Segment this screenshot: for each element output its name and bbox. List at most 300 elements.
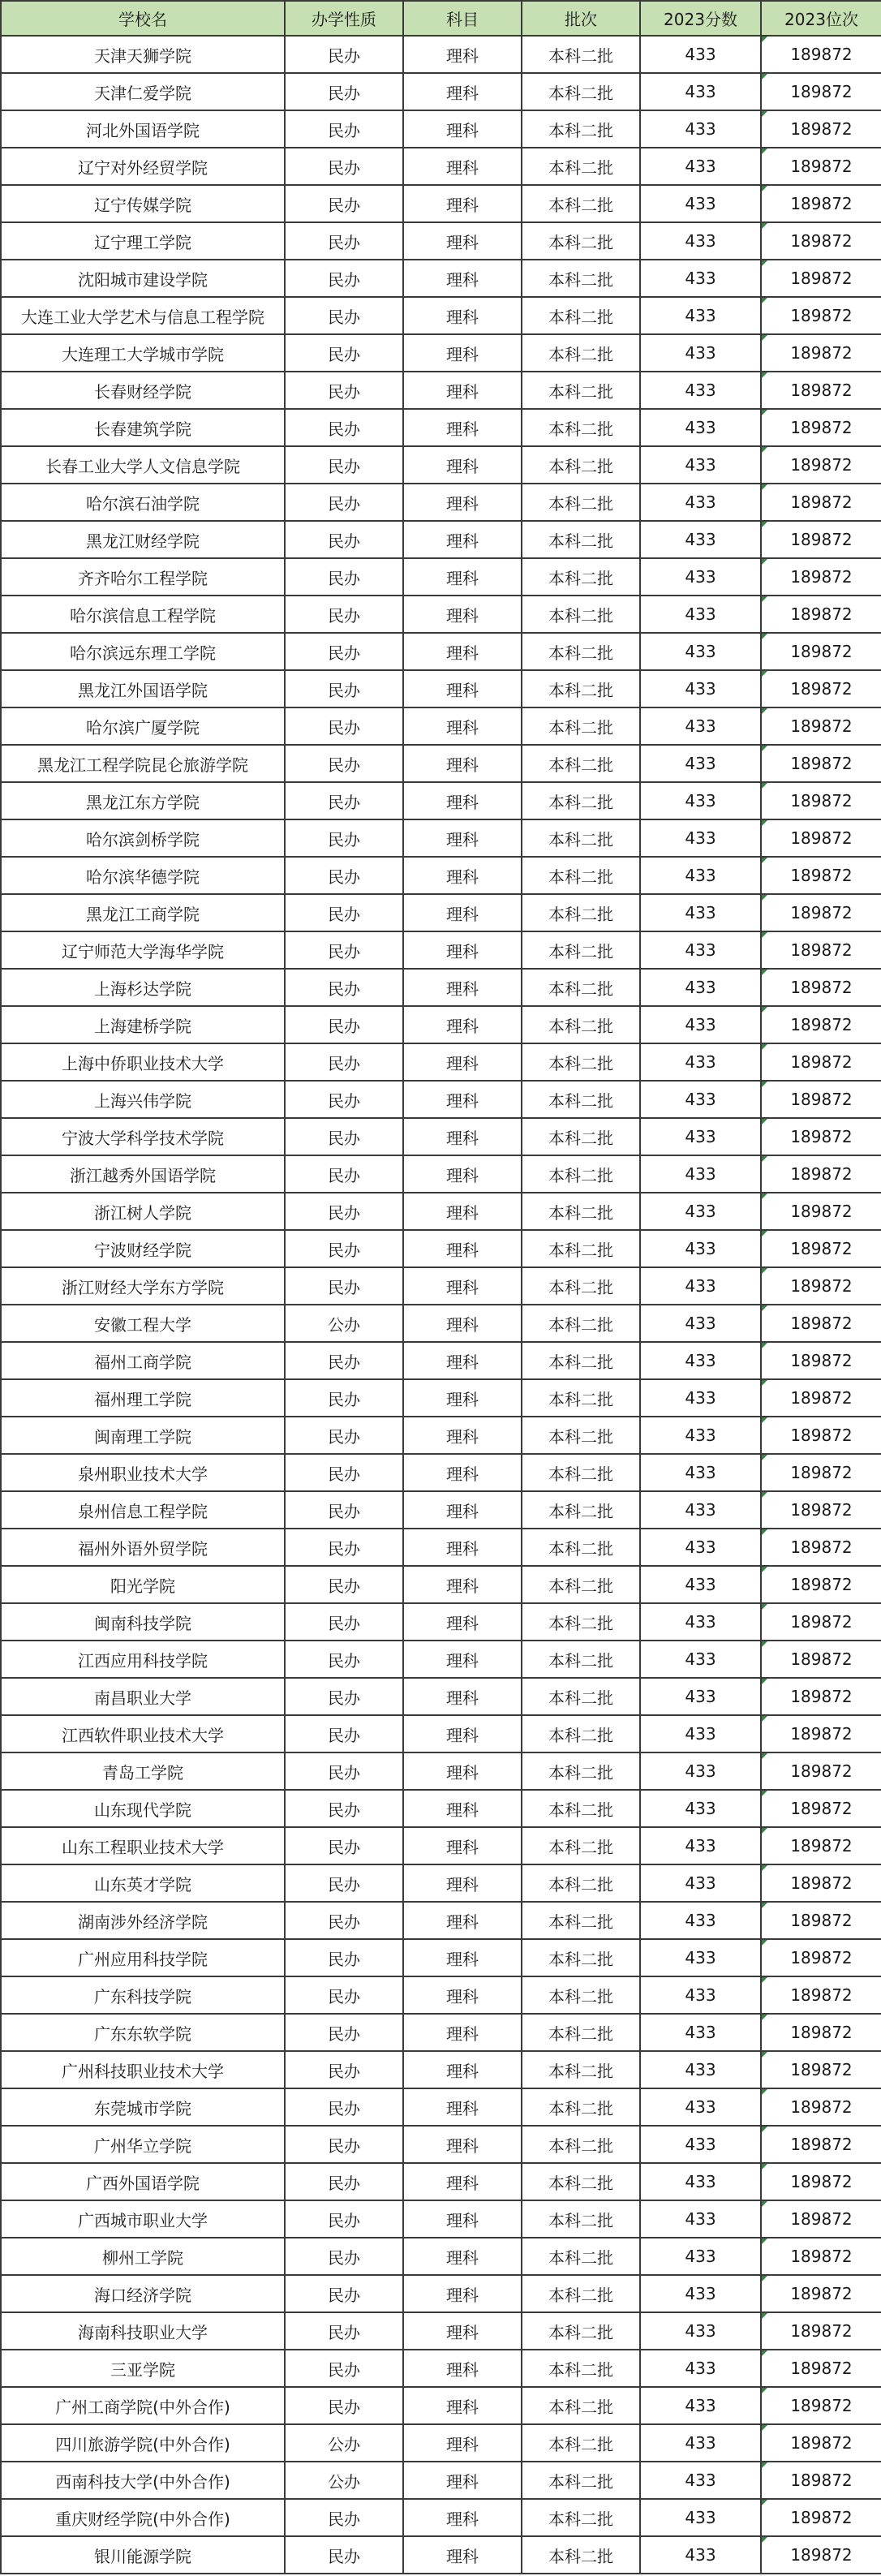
cell-school-type: 民办 (285, 969, 403, 1006)
cell-subject: 理科 (403, 2088, 522, 2126)
cell-rank: 189872 (761, 1827, 881, 1864)
cell-batch: 本科二批 (522, 2126, 640, 2163)
cell-score: 433 (640, 1939, 761, 1976)
cell-school-name: 闽南理工学院 (1, 1417, 285, 1454)
cell-batch: 本科二批 (522, 1454, 640, 1491)
header-school-name: 学校名 (1, 1, 285, 36)
cell-score: 433 (640, 148, 761, 185)
cell-rank: 189872 (761, 1342, 881, 1379)
cell-score: 433 (640, 707, 761, 745)
cell-score: 433 (640, 334, 761, 372)
cell-rank: 189872 (761, 1230, 881, 1267)
header-row (1, 1, 881, 36)
cell-school-name: 阳光学院 (1, 1566, 285, 1603)
cell-score: 433 (640, 1641, 761, 1678)
cell-subject: 理科 (403, 260, 522, 297)
cell-school-name: 东莞城市学院 (1, 2088, 285, 2126)
cell-subject: 理科 (403, 1417, 522, 1454)
cell-rank: 189872 (761, 446, 881, 484)
cell-subject: 理科 (403, 596, 522, 633)
table-row (1, 334, 881, 372)
cell-school-type: 民办 (285, 1118, 403, 1155)
cell-school-type: 民办 (285, 1267, 403, 1305)
cell-school-type: 民办 (285, 1715, 403, 1752)
cell-school-name: 哈尔滨远东理工学院 (1, 633, 285, 670)
cell-score: 433 (640, 2163, 761, 2200)
cell-subject: 理科 (403, 2536, 522, 2574)
cell-batch: 本科二批 (522, 1678, 640, 1715)
cell-subject: 理科 (403, 2163, 522, 2200)
cell-rank: 189872 (761, 372, 881, 409)
cell-batch: 本科二批 (522, 1155, 640, 1193)
cell-rank: 189872 (761, 558, 881, 596)
cell-school-type: 公办 (285, 2424, 403, 2462)
cell-score: 433 (640, 73, 761, 110)
cell-rank: 189872 (761, 297, 881, 334)
cell-batch: 本科二批 (522, 707, 640, 745)
cell-score: 433 (640, 2051, 761, 2088)
cell-score: 433 (640, 409, 761, 446)
cell-score: 433 (640, 372, 761, 409)
cell-score: 433 (640, 222, 761, 260)
cell-subject: 理科 (403, 1081, 522, 1118)
cell-batch: 本科二批 (522, 2499, 640, 2536)
cell-rank: 189872 (761, 1379, 881, 1417)
cell-score: 433 (640, 2275, 761, 2312)
cell-school-type: 民办 (285, 1081, 403, 1118)
table-row (1, 1491, 881, 1529)
cell-rank: 189872 (761, 2312, 881, 2350)
cell-batch: 本科二批 (522, 894, 640, 931)
cell-batch: 本科二批 (522, 931, 640, 969)
cell-school-name: 哈尔滨广厦学院 (1, 707, 285, 745)
cell-school-name: 上海杉达学院 (1, 969, 285, 1006)
cell-school-name: 长春财经学院 (1, 372, 285, 409)
cell-score: 433 (640, 484, 761, 521)
cell-school-name: 上海兴伟学院 (1, 1081, 285, 1118)
cell-subject: 理科 (403, 2126, 522, 2163)
cell-batch: 本科二批 (522, 1081, 640, 1118)
cell-batch: 本科二批 (522, 334, 640, 372)
cell-subject: 理科 (403, 372, 522, 409)
cell-school-name: 闽南科技学院 (1, 1603, 285, 1641)
cell-rank: 189872 (761, 2462, 881, 2499)
table-row (1, 2088, 881, 2126)
cell-school-type: 民办 (285, 819, 403, 857)
cell-score: 433 (640, 969, 761, 1006)
cell-batch: 本科二批 (522, 857, 640, 894)
table-header (1, 1, 881, 36)
cell-score: 433 (640, 521, 761, 558)
cell-school-name: 福州外语外贸学院 (1, 1529, 285, 1566)
cell-rank: 189872 (761, 1043, 881, 1081)
cell-school-type: 民办 (285, 1939, 403, 1976)
cell-subject: 理科 (403, 2350, 522, 2387)
table-row (1, 2387, 881, 2424)
cell-subject: 理科 (403, 521, 522, 558)
table-row (1, 222, 881, 260)
cell-score: 433 (640, 558, 761, 596)
table-row (1, 1379, 881, 1417)
cell-batch: 本科二批 (522, 782, 640, 819)
cell-school-type: 民办 (285, 1417, 403, 1454)
cell-school-type: 民办 (285, 2088, 403, 2126)
cell-rank: 189872 (761, 73, 881, 110)
cell-rank: 189872 (761, 1491, 881, 1529)
cell-school-name: 广东东软学院 (1, 2014, 285, 2051)
cell-school-type: 民办 (285, 1641, 403, 1678)
cell-subject: 理科 (403, 1230, 522, 1267)
cell-rank: 189872 (761, 1790, 881, 1827)
table-row (1, 2312, 881, 2350)
cell-rank: 189872 (761, 1902, 881, 1939)
cell-school-type: 民办 (285, 670, 403, 707)
cell-school-type: 民办 (285, 260, 403, 297)
cell-batch: 本科二批 (522, 2051, 640, 2088)
cell-subject: 理科 (403, 1641, 522, 1678)
table-row (1, 2424, 881, 2462)
cell-subject: 理科 (403, 707, 522, 745)
cell-subject: 理科 (403, 931, 522, 969)
cell-rank: 189872 (761, 521, 881, 558)
cell-batch: 本科二批 (522, 409, 640, 446)
cell-batch: 本科二批 (522, 1193, 640, 1230)
cell-school-type: 公办 (285, 2462, 403, 2499)
cell-batch: 本科二批 (522, 1417, 640, 1454)
cell-school-name: 山东英才学院 (1, 1864, 285, 1902)
cell-rank: 189872 (761, 409, 881, 446)
table-row (1, 185, 881, 222)
cell-batch: 本科二批 (522, 2312, 640, 2350)
cell-score: 433 (640, 1342, 761, 1379)
table-row (1, 260, 881, 297)
cell-score: 433 (640, 2014, 761, 2051)
table-row (1, 1193, 881, 1230)
cell-batch: 本科二批 (522, 297, 640, 334)
table-row (1, 1267, 881, 1305)
cell-school-name: 辽宁对外经贸学院 (1, 148, 285, 185)
cell-school-name: 沈阳城市建设学院 (1, 260, 285, 297)
cell-batch: 本科二批 (522, 1118, 640, 1155)
cell-score: 433 (640, 670, 761, 707)
cell-rank: 189872 (761, 2275, 881, 2312)
cell-subject: 理科 (403, 334, 522, 372)
table-row (1, 1230, 881, 1267)
cell-school-name: 泉州信息工程学院 (1, 1491, 285, 1529)
cell-batch: 本科二批 (522, 446, 640, 484)
cell-school-name: 哈尔滨信息工程学院 (1, 596, 285, 633)
cell-subject: 理科 (403, 1790, 522, 1827)
cell-score: 433 (640, 2424, 761, 2462)
cell-score: 433 (640, 1678, 761, 1715)
cell-subject: 理科 (403, 1491, 522, 1529)
cell-school-type: 民办 (285, 372, 403, 409)
table-row (1, 1715, 881, 1752)
cell-school-name: 重庆财经学院(中外合作) (1, 2499, 285, 2536)
cell-school-type: 民办 (285, 1230, 403, 1267)
cell-school-type: 民办 (285, 2238, 403, 2275)
cell-score: 433 (640, 782, 761, 819)
cell-school-type: 民办 (285, 707, 403, 745)
header-rank-2023: 2023位次 (761, 1, 881, 36)
table-row (1, 1155, 881, 1193)
cell-score: 433 (640, 1006, 761, 1043)
table-row (1, 1454, 881, 1491)
cell-score: 433 (640, 2088, 761, 2126)
table-row (1, 1081, 881, 1118)
cell-rank: 189872 (761, 857, 881, 894)
cell-batch: 本科二批 (522, 1641, 640, 1678)
table-row (1, 484, 881, 521)
cell-school-type: 民办 (285, 2163, 403, 2200)
cell-school-type: 民办 (285, 73, 403, 110)
cell-rank: 189872 (761, 1715, 881, 1752)
cell-score: 433 (640, 1379, 761, 1417)
table-row (1, 1752, 881, 1790)
cell-batch: 本科二批 (522, 372, 640, 409)
cell-school-name: 福州工商学院 (1, 1342, 285, 1379)
cell-school-name: 泉州职业技术大学 (1, 1454, 285, 1491)
cell-school-name: 上海中侨职业技术大学 (1, 1043, 285, 1081)
cell-school-type: 民办 (285, 222, 403, 260)
cell-rank: 189872 (761, 707, 881, 745)
cell-rank: 189872 (761, 1193, 881, 1230)
cell-score: 433 (640, 2462, 761, 2499)
cell-score: 433 (640, 1864, 761, 1902)
cell-school-name: 宁波财经学院 (1, 1230, 285, 1267)
cell-subject: 理科 (403, 1678, 522, 1715)
cell-subject: 理科 (403, 409, 522, 446)
cell-rank: 189872 (761, 894, 881, 931)
cell-score: 433 (640, 2126, 761, 2163)
cell-batch: 本科二批 (522, 1939, 640, 1976)
cell-score: 433 (640, 1715, 761, 1752)
cell-school-name: 黑龙江工程学院昆仑旅游学院 (1, 745, 285, 782)
cell-batch: 本科二批 (522, 1491, 640, 1529)
cell-batch: 本科二批 (522, 2088, 640, 2126)
cell-score: 433 (640, 1230, 761, 1267)
cell-batch: 本科二批 (522, 521, 640, 558)
table-row (1, 1118, 881, 1155)
cell-batch: 本科二批 (522, 633, 640, 670)
cell-score: 433 (640, 36, 761, 73)
cell-rank: 189872 (761, 1118, 881, 1155)
cell-school-type: 民办 (285, 1790, 403, 1827)
cell-school-type: 民办 (285, 1976, 403, 2014)
cell-score: 433 (640, 2200, 761, 2238)
cell-batch: 本科二批 (522, 1976, 640, 2014)
cell-subject: 理科 (403, 857, 522, 894)
table-row (1, 2126, 881, 2163)
cell-rank: 189872 (761, 260, 881, 297)
cell-school-type: 民办 (285, 894, 403, 931)
cell-school-type: 民办 (285, 2350, 403, 2387)
table-row (1, 148, 881, 185)
cell-rank: 189872 (761, 633, 881, 670)
cell-subject: 理科 (403, 745, 522, 782)
cell-batch: 本科二批 (522, 1790, 640, 1827)
cell-batch: 本科二批 (522, 2200, 640, 2238)
cell-school-name: 哈尔滨石油学院 (1, 484, 285, 521)
cell-rank: 189872 (761, 2088, 881, 2126)
table-row (1, 521, 881, 558)
header-score-2023: 2023分数 (640, 1, 761, 36)
cell-school-name: 黑龙江外国语学院 (1, 670, 285, 707)
cell-rank: 189872 (761, 2424, 881, 2462)
cell-subject: 理科 (403, 2499, 522, 2536)
cell-batch: 本科二批 (522, 819, 640, 857)
cell-batch: 本科二批 (522, 2275, 640, 2312)
table-row (1, 297, 881, 334)
cell-school-name: 浙江树人学院 (1, 1193, 285, 1230)
cell-school-name: 江西软件职业技术大学 (1, 1715, 285, 1752)
cell-school-name: 广西外国语学院 (1, 2163, 285, 2200)
cell-rank: 189872 (761, 670, 881, 707)
table-row (1, 372, 881, 409)
cell-school-name: 山东工程职业技术大学 (1, 1827, 285, 1864)
cell-school-type: 民办 (285, 1902, 403, 1939)
cell-school-type: 民办 (285, 1678, 403, 1715)
table-row (1, 110, 881, 148)
cell-rank: 189872 (761, 36, 881, 73)
cell-school-name: 大连理工大学城市学院 (1, 334, 285, 372)
cell-subject: 理科 (403, 894, 522, 931)
cell-school-type: 民办 (285, 2536, 403, 2574)
cell-batch: 本科二批 (522, 969, 640, 1006)
cell-subject: 理科 (403, 670, 522, 707)
cell-school-name: 黑龙江东方学院 (1, 782, 285, 819)
cell-rank: 189872 (761, 2200, 881, 2238)
cell-score: 433 (640, 819, 761, 857)
cell-score: 433 (640, 446, 761, 484)
table-row (1, 2536, 881, 2574)
cell-subject: 理科 (403, 1155, 522, 1193)
table-body (1, 36, 881, 2574)
cell-subject: 理科 (403, 1827, 522, 1864)
cell-school-type: 民办 (285, 1454, 403, 1491)
cell-subject: 理科 (403, 1902, 522, 1939)
cell-subject: 理科 (403, 819, 522, 857)
cell-subject: 理科 (403, 446, 522, 484)
cell-school-type: 民办 (285, 1491, 403, 1529)
cell-batch: 本科二批 (522, 1864, 640, 1902)
table-row (1, 1976, 881, 2014)
cell-school-name: 长春工业大学人文信息学院 (1, 446, 285, 484)
cell-rank: 189872 (761, 222, 881, 260)
cell-score: 433 (640, 1827, 761, 1864)
cell-rank: 189872 (761, 819, 881, 857)
cell-batch: 本科二批 (522, 2350, 640, 2387)
table-row (1, 969, 881, 1006)
table-row (1, 1678, 881, 1715)
cell-school-name: 哈尔滨华德学院 (1, 857, 285, 894)
cell-school-type: 民办 (285, 2275, 403, 2312)
cell-subject: 理科 (403, 1529, 522, 1566)
cell-school-type: 民办 (285, 297, 403, 334)
cell-school-type: 民办 (285, 1827, 403, 1864)
cell-subject: 理科 (403, 2387, 522, 2424)
table-row (1, 931, 881, 969)
cell-subject: 理科 (403, 222, 522, 260)
cell-subject: 理科 (403, 1043, 522, 1081)
cell-score: 433 (640, 2387, 761, 2424)
cell-score: 433 (640, 1752, 761, 1790)
cell-batch: 本科二批 (522, 670, 640, 707)
cell-school-type: 民办 (285, 484, 403, 521)
cell-rank: 189872 (761, 148, 881, 185)
cell-rank: 189872 (761, 969, 881, 1006)
cell-rank: 189872 (761, 1864, 881, 1902)
table-row (1, 2499, 881, 2536)
cell-school-name: 大连工业大学艺术与信息工程学院 (1, 297, 285, 334)
cell-school-type: 民办 (285, 857, 403, 894)
cell-school-name: 广州应用科技学院 (1, 1939, 285, 1976)
table-row (1, 1566, 881, 1603)
cell-school-type: 民办 (285, 558, 403, 596)
cell-subject: 理科 (403, 2275, 522, 2312)
cell-rank: 189872 (761, 185, 881, 222)
cell-score: 433 (640, 1790, 761, 1827)
cell-rank: 189872 (761, 1678, 881, 1715)
cell-school-name: 天津天狮学院 (1, 36, 285, 73)
cell-school-name: 海口经济学院 (1, 2275, 285, 2312)
cell-score: 433 (640, 297, 761, 334)
cell-school-type: 民办 (285, 1006, 403, 1043)
cell-score: 433 (640, 2238, 761, 2275)
cell-subject: 理科 (403, 1342, 522, 1379)
cell-school-name: 黑龙江工商学院 (1, 894, 285, 931)
cell-score: 433 (640, 1566, 761, 1603)
table-row (1, 36, 881, 73)
cell-score: 433 (640, 1305, 761, 1342)
table-row (1, 707, 881, 745)
cell-school-name: 浙江越秀外国语学院 (1, 1155, 285, 1193)
cell-batch: 本科二批 (522, 1267, 640, 1305)
table-row (1, 857, 881, 894)
cell-subject: 理科 (403, 1976, 522, 2014)
cell-subject: 理科 (403, 1603, 522, 1641)
table-row (1, 409, 881, 446)
cell-rank: 189872 (761, 2163, 881, 2200)
cell-subject: 理科 (403, 1305, 522, 1342)
cell-rank: 189872 (761, 2014, 881, 2051)
cell-subject: 理科 (403, 1939, 522, 1976)
cell-batch: 本科二批 (522, 222, 640, 260)
table-row (1, 1529, 881, 1566)
cell-score: 433 (640, 1417, 761, 1454)
table-row (1, 819, 881, 857)
table-row (1, 73, 881, 110)
cell-school-type: 民办 (285, 1379, 403, 1417)
cell-subject: 理科 (403, 2238, 522, 2275)
cell-subject: 理科 (403, 185, 522, 222)
cell-rank: 189872 (761, 1566, 881, 1603)
table-row (1, 2238, 881, 2275)
cell-score: 433 (640, 185, 761, 222)
cell-school-name: 南昌职业大学 (1, 1678, 285, 1715)
cell-school-name: 哈尔滨剑桥学院 (1, 819, 285, 857)
cell-school-type: 民办 (285, 1864, 403, 1902)
cell-rank: 189872 (761, 596, 881, 633)
cell-batch: 本科二批 (522, 1715, 640, 1752)
cell-batch: 本科二批 (522, 1529, 640, 1566)
cell-school-type: 民办 (285, 633, 403, 670)
cell-score: 433 (640, 1118, 761, 1155)
cell-school-type: 民办 (285, 2014, 403, 2051)
cell-school-name: 辽宁传媒学院 (1, 185, 285, 222)
cell-batch: 本科二批 (522, 36, 640, 73)
cell-school-name: 四川旅游学院(中外合作) (1, 2424, 285, 2462)
